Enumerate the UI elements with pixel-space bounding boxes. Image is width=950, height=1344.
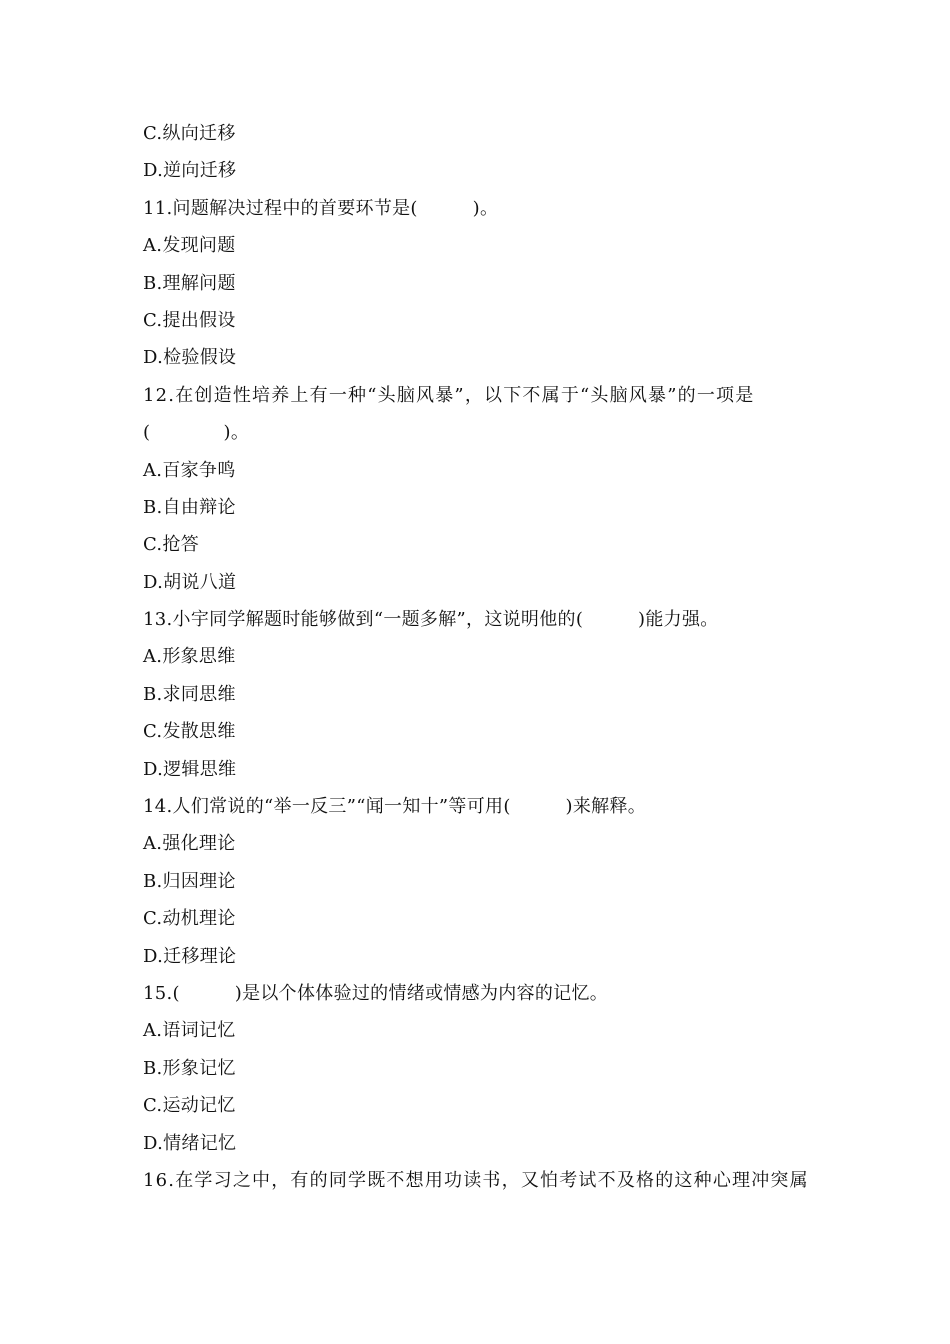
option-line: C.纵向迁移 bbox=[143, 123, 236, 144]
option-line: D.情绪记忆 bbox=[143, 1132, 237, 1154]
option-line: A.形象思维 bbox=[143, 646, 236, 668]
question-line: 12.在创造性培养上有一种“头脑风暴”，以下不属于“头脑风暴”的一项是 bbox=[143, 384, 755, 406]
question-line: 15.( )是以个体体验过的情绪或情感为内容的记忆。 bbox=[143, 982, 609, 1004]
option-line: D.逆向迁移 bbox=[143, 160, 237, 182]
option-line: A.发现问题 bbox=[143, 235, 236, 257]
document-page bbox=[143, 115, 823, 1199]
question-line: 16.在学习之中，有的同学既不想用功读书，又怕考试不及格的这种心理冲突属 bbox=[143, 1169, 809, 1191]
option-line: C.发散思维 bbox=[143, 721, 236, 743]
option-line: D.迁移理论 bbox=[143, 945, 237, 967]
option-line: D.检验假设 bbox=[143, 347, 237, 369]
question-line: 11.问题解决过程中的首要环节是( )。 bbox=[143, 197, 499, 219]
question-line: 14.人们常说的“举一反三”“闻一知十”等可用( )来解释。 bbox=[143, 796, 647, 818]
option-line: D.逻辑思维 bbox=[143, 758, 237, 780]
option-line: C.运动记忆 bbox=[143, 1095, 236, 1117]
option-line: B.形象记忆 bbox=[143, 1057, 236, 1079]
option-line: A.语词记忆 bbox=[143, 1020, 236, 1042]
option-line: C.提出假设 bbox=[143, 309, 236, 331]
question-line-continued: ( )。 bbox=[143, 422, 250, 444]
option-line: D.胡说八道 bbox=[143, 571, 237, 593]
option-line: B.理解问题 bbox=[143, 272, 236, 294]
option-line: B.求同思维 bbox=[143, 683, 236, 705]
option-line: C.动机理论 bbox=[143, 908, 236, 930]
option-line: A.强化理论 bbox=[143, 833, 236, 855]
option-line: A.百家争鸣 bbox=[143, 459, 236, 481]
option-line: B.归因理论 bbox=[143, 870, 236, 892]
question-line: 13.小宇同学解题时能够做到“一题多解”，这说明他的( )能力强。 bbox=[143, 609, 719, 631]
option-line: C.抢答 bbox=[143, 534, 200, 556]
option-line: B.自由辩论 bbox=[143, 496, 236, 518]
